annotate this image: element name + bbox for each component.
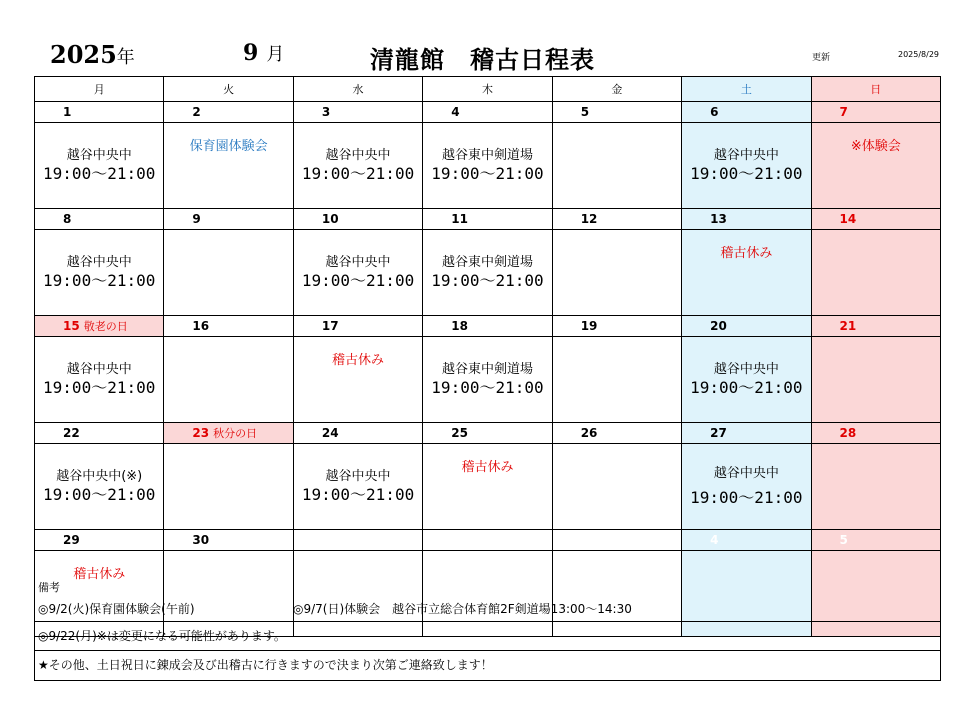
date-row (35, 530, 941, 551)
date-cell: 21 (811, 316, 940, 337)
event-cell (552, 230, 681, 316)
weekday-sat: 土 (682, 77, 811, 102)
event-cell: 越谷中央中 19:00～21:00 (682, 444, 811, 530)
date-cell: 22 (35, 423, 164, 444)
update-date: 2025/8/29 (898, 50, 940, 59)
date-row (35, 102, 941, 123)
date-cell (423, 530, 552, 551)
date-cell: 27 (682, 423, 811, 444)
event-cell: 越谷中央中 19:00～21:00 (293, 230, 422, 316)
event-cell (552, 444, 681, 530)
event-cell (552, 123, 681, 209)
date-cell: 28 (811, 423, 940, 444)
event-cell: 越谷東中剣道場 19:00～21:00 (423, 230, 552, 316)
event-cell: 越谷中央中 19:00～21:00 (682, 337, 811, 423)
update-label: 更新 (812, 53, 831, 63)
date-row (35, 316, 941, 337)
date-cell: 24 (293, 423, 422, 444)
weekday-tue: 火 (164, 77, 293, 102)
event-cell (811, 230, 940, 316)
date-cell: 18 (423, 316, 552, 337)
weekday-mon: 月 (35, 77, 164, 102)
date-cell-holiday: 15 敬老の日 (35, 316, 164, 337)
event-cell (164, 444, 293, 530)
weekday-header-row (35, 77, 941, 102)
event-cell: 稽古休み (35, 551, 164, 637)
date-cell: 26 (552, 423, 681, 444)
note-trial-nursery: ◎9/2(火)保育園体験会(午前) (38, 602, 195, 616)
date-cell: 10 (293, 209, 422, 230)
weekday-wed: 水 (293, 77, 422, 102)
weekday-fri: 金 (552, 77, 681, 102)
event-row (35, 444, 941, 530)
event-cell: 越谷東中剣道場 19:00～21:00 (423, 337, 552, 423)
date-cell: 16 (164, 316, 293, 337)
event-cell: 越谷中央中 19:00～21:00 (682, 123, 811, 209)
date-cell (552, 530, 681, 551)
event-cell: 保育園体験会 (164, 123, 293, 209)
event-cell (164, 337, 293, 423)
date-cell: 11 (423, 209, 552, 230)
note-change-warning: ◎9/22(月)※は変更になる可能性があります。 (35, 621, 940, 650)
notes-row-1 (35, 576, 940, 621)
date-cell: 14 (811, 209, 940, 230)
note-other: ★その他、土日祝日に錬成会及び出稽古に行きますので決まり次第ご連絡致します！ (35, 650, 940, 680)
event-cell: 越谷中央中 19:00～21:00 (35, 123, 164, 209)
title-year: 2025年 (50, 40, 135, 69)
event-row (35, 123, 941, 209)
event-cell: 稽古休み (423, 444, 552, 530)
event-row (35, 337, 941, 423)
date-row (35, 209, 941, 230)
date-cell: 20 (682, 316, 811, 337)
date-cell: 19 (552, 316, 681, 337)
date-cell: 30 (164, 530, 293, 551)
date-cell: 29 (35, 530, 164, 551)
date-cell: 6 (682, 102, 811, 123)
date-cell (293, 530, 422, 551)
event-row (35, 230, 941, 316)
note-trial-event: ◎9/7(日)体験会 越谷市立総合体育館2F剣道場13:00～14:30 (293, 602, 632, 616)
event-cell: 越谷中央中(※) 19:00～21:00 (35, 444, 164, 530)
event-cell: ※体験会 (811, 123, 940, 209)
notes-label: 備考 (38, 581, 60, 594)
event-cell: 越谷中央中 19:00～21:00 (293, 444, 422, 530)
event-cell (552, 337, 681, 423)
date-cell-next-month: 5 (811, 530, 940, 551)
title-bar (0, 0, 953, 76)
event-cell: 越谷東中剣道場 19:00～21:00 (423, 123, 552, 209)
weekday-sun: 日 (811, 77, 940, 102)
date-cell: 2 (164, 102, 293, 123)
page-title: 清龍館 稽古日程表 (370, 45, 595, 74)
event-cell: 稽古休み (293, 337, 422, 423)
date-cell: 9 (164, 209, 293, 230)
event-cell (811, 337, 940, 423)
date-cell: 25 (423, 423, 552, 444)
event-cell (811, 444, 940, 530)
event-cell: 越谷中央中 19:00～21:00 (35, 337, 164, 423)
date-cell-next-month: 4 (682, 530, 811, 551)
date-cell: 1 (35, 102, 164, 123)
date-cell: 7 (811, 102, 940, 123)
date-cell: 5 (552, 102, 681, 123)
date-cell: 12 (552, 209, 681, 230)
event-cell (164, 230, 293, 316)
date-cell: 17 (293, 316, 422, 337)
weekday-thu: 木 (423, 77, 552, 102)
date-cell: 3 (293, 102, 422, 123)
event-cell: 越谷中央中 19:00～21:00 (293, 123, 422, 209)
date-row (35, 423, 941, 444)
event-cell: 稽古休み (682, 230, 811, 316)
date-cell-holiday: 23 秋分の日 (164, 423, 293, 444)
date-cell: 13 (682, 209, 811, 230)
event-cell: 越谷中央中 19:00～21:00 (35, 230, 164, 316)
date-cell: 4 (423, 102, 552, 123)
title-month: 9 月 (243, 40, 285, 66)
date-cell: 8 (35, 209, 164, 230)
notes-section (34, 576, 941, 681)
schedule-table (34, 76, 941, 637)
